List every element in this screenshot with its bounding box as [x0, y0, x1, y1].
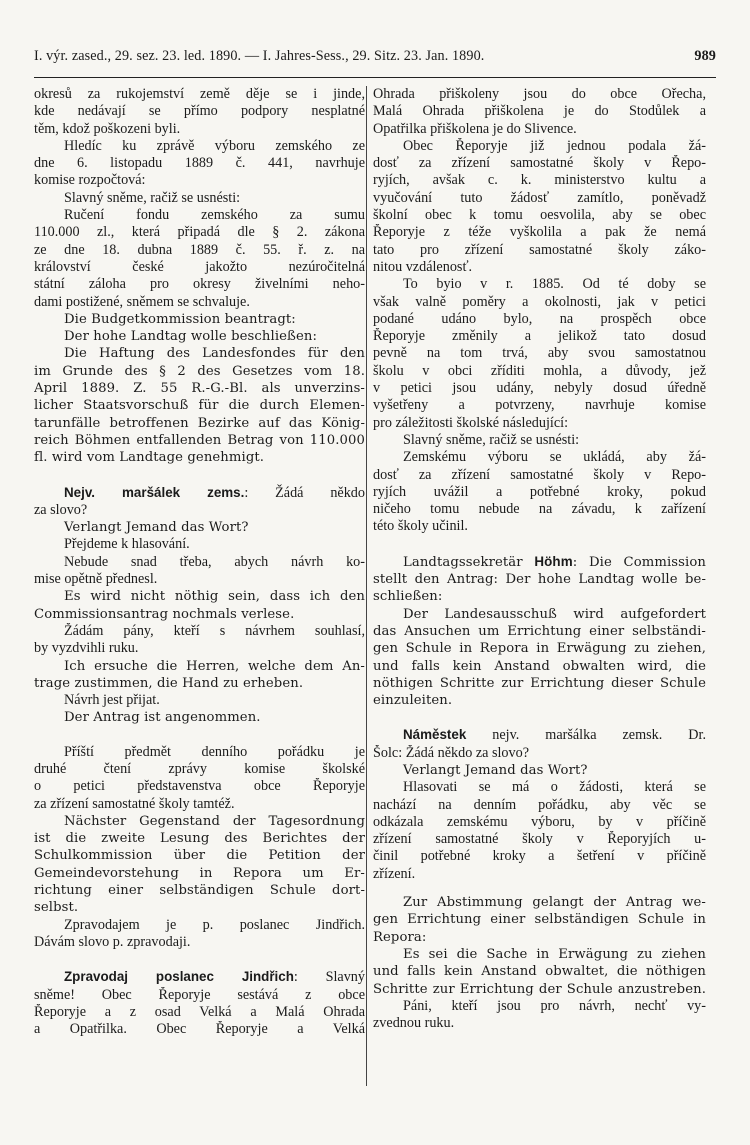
text-line: selbst.: [34, 900, 79, 916]
text-line: Die Budgetkommission beantragt:: [64, 311, 296, 327]
text-line: ničeho tomu nebude na závadu, k zařízení: [373, 501, 706, 518]
text-line: ryjích uvážil a potřebné kroky, pokud: [373, 483, 706, 500]
text-line: činil potřebné kroky a šetření v příčině: [373, 848, 706, 865]
paragraph-gap: [34, 951, 365, 968]
text-line: vyšetřeny a potvrzeny, navrhuje komise: [373, 397, 706, 414]
text-line: Der Antrag ist angenommen.: [64, 710, 261, 726]
text-line: [373, 726, 706, 744]
text-line: das Ansuchen um Errichtung einer selbständi-: [373, 623, 706, 639]
paragraph-gap: [373, 536, 706, 553]
text-line: Malá Ohrada přiškolena je do Stodůlek a: [373, 103, 706, 120]
text-line: Commissionsantrag nochmals verlese.: [34, 606, 295, 622]
text-line: Es wird nicht nöthig sein, dass ich den: [64, 589, 365, 605]
text-line: za zřízení samostatné školy tamtéž.: [34, 795, 235, 812]
text-line: těm, kdož poškozeni byli.: [34, 120, 181, 137]
text-line: dosť za zřízení samostatné školy v Řepo-: [373, 155, 706, 172]
text-line: Šolc: Žádá někdo za slovo?: [373, 744, 530, 761]
text-line: Obec Řeporyje již jednou podala žá-: [403, 137, 706, 154]
text-line: Ich ersuche die Herren, welche dem An-: [64, 658, 365, 674]
text-line: o petici představenstva obce Řeporyje: [34, 778, 365, 795]
text-line: Řeporyje a z osad Velká a Malá Ohrada: [34, 1003, 365, 1020]
text-line: gen Errichtung einer selbständigen Schule in: [373, 912, 706, 928]
text-line: tato pro zřízení samostatné školy záko-: [373, 241, 706, 258]
speaker-name: Zpravodaj poslanec Jindřich: [64, 969, 294, 985]
text-line: Žádám pány, kteří s návrhem souhlasí,: [64, 622, 365, 639]
text-line: za slovo?: [34, 501, 88, 518]
text-line: sněme! Obec Řeporyje sestává z obce: [34, 986, 365, 1003]
speaker-name: Náměstek: [403, 727, 467, 743]
text-line: und falls kein Anstand obwalten wird, die: [373, 658, 706, 674]
text-line: dne 6. listopadu 1889 č. 441, navrhuje: [34, 155, 365, 172]
text-line: Schritte zur Errichtung der Schule anzustreben.: [373, 981, 706, 997]
text-line: nitou vzdálenosť.: [373, 258, 473, 275]
text-line: licher Staatsvorschuß für die durch Elemen-: [34, 398, 365, 414]
text-line: Řeporyje změnily a jelikož tato dosud: [373, 328, 706, 345]
text-line: und falls kein Anstand obwaltet, die nöthigen: [373, 964, 706, 980]
text-line: Der hohe Landtag wolle beschließen:: [64, 329, 317, 345]
text-line: gen Schule in Repora in Erwägung zu ziehen,: [373, 641, 706, 657]
text-line: druhé čtení zprávy komise školské: [34, 760, 365, 777]
text-line: Der Landesausschuß wird aufgefordert: [403, 606, 706, 622]
text-line: pevně na tom trvá, aby svou samostatnou: [373, 345, 706, 362]
text-line: mise opětně přednesl.: [34, 571, 158, 588]
text-line: zřízení samostatné školy v Řeporyjích u-: [373, 831, 706, 848]
text-line: školní obec k tomu oesvolila, aby se obec: [373, 207, 706, 224]
text-line: ryjích, avšak c. k. ministerstvo kultu a: [373, 172, 706, 189]
text-line: by vyzdvihli ruku.: [34, 640, 139, 657]
text-line: Schulkommission über die Petition der: [34, 848, 365, 864]
text-line: komise rozpočtová:: [34, 172, 146, 189]
text-line: Nebude snad třeba, abych návrh ko-: [64, 553, 365, 570]
running-header: [34, 48, 716, 65]
text-line: Es sei die Sache in Erwägung zu ziehen: [403, 946, 706, 962]
right-text-column: [373, 86, 706, 1032]
line-text: Landtagssekretär: [403, 554, 535, 570]
text-line: Návrh jest přijat.: [64, 692, 160, 709]
left-text-column: [34, 86, 365, 1038]
text-line: Zur Abstimmung gelangt der Antrag we-: [403, 895, 706, 911]
line-text: : Die Commission: [572, 554, 706, 570]
text-line: Ohrada přiškoleny jsou do obce Ořecha,: [373, 86, 706, 102]
text-line: [34, 484, 365, 502]
text-line: Slavný sněme, račiž se usnésti:: [64, 189, 241, 206]
text-line: [373, 553, 706, 571]
text-line: království české jakožto nezúročitelná: [34, 258, 365, 275]
text-line: dami postižené, sněmem se schvaluje.: [34, 293, 250, 310]
text-line: Nächster Gegenstand der Tagesordnung: [64, 813, 365, 829]
text-line: richtung einer selbständigen Schule dort-: [34, 883, 365, 899]
text-line: fl. wird vom Landtage genehmigt.: [34, 450, 265, 466]
speaker-name: Nejv. maršálek zems.: [64, 484, 245, 500]
text-line: Hledíc ku zprávě výboru zemského ze: [64, 137, 365, 154]
text-line: v petici jsou udány, nebyly dosud úředně: [373, 380, 706, 397]
text-line: Die Haftung des Landesfondes für den: [64, 346, 365, 362]
text-line: kde nedávají se přímo podpory nesplatné: [34, 103, 365, 120]
text-line: Repora:: [373, 929, 427, 945]
line-text: : Slavný: [293, 969, 365, 986]
text-line: státní záloha pro okresy živelními neho-: [34, 276, 365, 293]
text-line: Přejdeme k hlasování.: [64, 536, 190, 553]
column-divider: [366, 86, 367, 1086]
text-line: nachází na denním pořádku, aby věc se: [373, 796, 706, 813]
text-line: tarunfälle betroffenen Bezirke auf das König-: [34, 415, 365, 431]
text-line: ist die zweite Lesung des Berichtes der: [34, 831, 365, 847]
text-line: To byio v r. 1885. Od té doby se: [403, 276, 706, 293]
text-line: [34, 968, 365, 986]
text-line: Verlangt Jemand das Wort?: [403, 762, 588, 778]
text-line: zvednou ruku.: [373, 1015, 455, 1032]
text-line: stellt den Antrag: Der hohe Landtag wolle be-: [373, 572, 706, 588]
paragraph-gap: [373, 709, 706, 726]
text-line: této školy učinil.: [373, 518, 468, 535]
text-line: Slavný sněme, račiž se usnésti:: [403, 431, 580, 448]
page-number: 989: [694, 48, 716, 64]
header-rule: [34, 77, 716, 78]
text-line: však valně poměry a okolnosti, jak v petici: [373, 293, 706, 310]
text-line: Gemeindevorstehung in Repora um Er-: [34, 865, 365, 881]
paragraph-gap: [373, 883, 706, 894]
text-line: Řeporyje z téže vyškolila a pak že nemá: [373, 224, 706, 241]
paragraph-gap: [34, 727, 365, 744]
text-line: April 1889. Z. 55 R.-G.-Bl. als unverzins-: [34, 381, 365, 397]
text-line: okresů za rukojemství země děje se i jinde,: [34, 86, 365, 102]
text-line: podané udáno bylo, na prospěch obce: [373, 310, 706, 327]
text-line: Zemskému výboru se ukládá, aby žá-: [403, 449, 706, 466]
text-line: vyučování tuto žádosť zamítlo, poněvadž: [373, 189, 706, 206]
text-line: Verlangt Jemand das Wort?: [64, 520, 249, 536]
line-text: nejv. maršálka zemsk. Dr.: [466, 727, 706, 744]
text-line: nöthigen Schritte zur Errichtung dieser Schule: [373, 675, 706, 691]
header-session-line: I. výr. zased., 29. sez. 23. led. 1890. — I. Jahres-Sess., 29. Sitz. 23. Jan. 1890.: [34, 48, 485, 64]
text-line: 110.000 zl., která připadá dle § 2. zákona: [34, 224, 365, 241]
speaker-name: Höhm: [534, 553, 573, 569]
paragraph-gap: [34, 467, 365, 484]
text-line: Ručení fondu zemského za sumu: [64, 207, 365, 224]
text-line: Opatřilka přiškolena je do Slivence.: [373, 120, 577, 137]
text-line: schließen:: [373, 589, 443, 605]
text-line: ze dne 18. dubna 1889 č. 55. ř. z. na: [34, 241, 365, 258]
text-line: Hlasovati se má o žádosti, která se: [403, 779, 706, 796]
text-line: reich Böhmen entfallenden Betrag von 110.000: [34, 432, 365, 448]
text-line: odkázala zemskému výboru, by v příčině: [373, 813, 706, 830]
text-line: einzuleiten.: [373, 693, 453, 709]
text-line: Dávám slovo p. zpravodaji.: [34, 933, 191, 950]
text-line: školu v obci zříditi mohla, a důvody, jež: [373, 362, 706, 379]
text-line: pro záležitosti školské následující:: [373, 414, 569, 431]
text-line: Páni, kteří jsou pro návrh, nechť vy-: [403, 997, 706, 1014]
line-text: : Žádá někdo: [244, 484, 365, 501]
text-line: trage zustimmen, die Hand zu erheben.: [34, 675, 304, 691]
text-line: Příští předmět denního pořádku je: [64, 743, 365, 760]
text-line: Zpravodajem je p. poslanec Jindřich.: [64, 916, 365, 933]
text-line: zřízení.: [373, 865, 416, 882]
text-line: im Grunde des § 2 des Gesetzes vom 18.: [34, 363, 365, 379]
text-line: dosť za zřízení samostatné školy v Repo-: [373, 466, 706, 483]
text-line: a Opatřilka. Obec Řeporyje a Velká: [34, 1021, 365, 1038]
